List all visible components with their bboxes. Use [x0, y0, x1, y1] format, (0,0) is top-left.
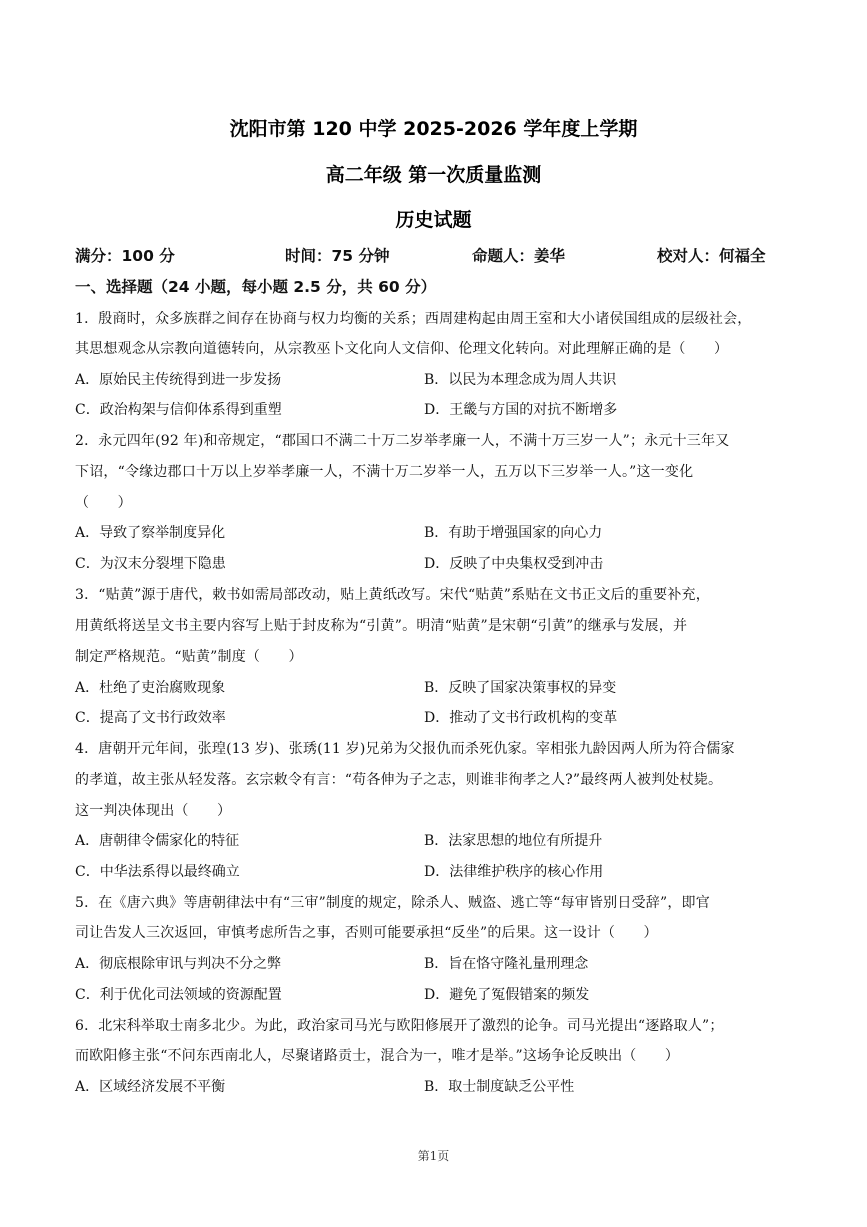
question-6-option-a: A．区域经济发展不平衡	[75, 1079, 226, 1095]
question-2-line-2: 下诏，“令缘边郡口十万以上岁举孝廉一人，不满十万二岁举一人，五万以下三岁举一人。”这一变化	[75, 464, 694, 480]
question-3-option-b: B．反映了国家决策事权的异变	[424, 680, 617, 696]
school-title: 沈阳市第 120 中学 2025-2026 学年度上学期	[229, 118, 638, 140]
proofreader: 校对人：何福全	[657, 247, 766, 265]
question-1-option-a: A．原始民主传统得到进一步发扬	[75, 372, 282, 388]
question-2-option-b: B．有助于增强国家的向心力	[424, 525, 603, 541]
question-5-option-c: C．利于优化司法领域的资源配置	[75, 987, 282, 1003]
question-5-option-d: D．避免了冤假错案的频发	[424, 987, 590, 1003]
question-3-option-a: A．杜绝了吏治腐败现象	[75, 680, 226, 696]
question-4-line-2: 的孝道，故主张从轻发落。玄宗敕令有言：“苟各伸为子之志，则谁非徇孝之人?”最终两人被判处杖毙。	[75, 772, 723, 788]
question-3-option-c: C．提高了文书行政效率	[75, 710, 226, 726]
question-3-line-1: 3．“贴黄”源于唐代，敕书如需局部改动，贴上黄纸改写。宋代“贴黄”系贴在文书正文后的重要补充，	[75, 587, 710, 603]
question-4-option-a: A．唐朝律令儒家化的特征	[75, 833, 240, 849]
question-3-line-2: 用黄纸将送呈文书主要内容写上贴于封皮称为“引黄”。明清“贴黄”是宋朝“引黄”的继承与发展，并	[75, 618, 688, 634]
question-4-line-1: 4．唐朝开元年间，张瑝(13 岁)、张琇(11 岁)兄弟为父报仇而杀死仇家。宰相张九龄因两人所为符合儒家	[75, 741, 735, 757]
question-2-line-1: 2．永元四年(92 年)和帝规定，“郡国口不满二十万二岁举孝廉一人，不满十万三岁一人”；永元十三年又	[75, 433, 730, 449]
exam-title: 高二年级 第一次质量监测	[325, 164, 542, 186]
author: 命题人：姜华	[472, 247, 566, 265]
question-3-option-d: D．推动了文书行政机构的变革	[424, 710, 618, 726]
page-number: 第1页	[417, 1149, 450, 1163]
full-score: 满分：100 分	[75, 247, 175, 265]
question-5-option-b: B．旨在恪守隆礼量刑理念	[424, 956, 589, 972]
question-4-option-b: B．法家思想的地位有所提升	[424, 833, 603, 849]
question-4-option-c: C．中华法系得以最终确立	[75, 864, 240, 880]
question-2-option-a: A．导致了察举制度异化	[75, 525, 226, 541]
exam-time: 时间：75 分钟	[285, 247, 390, 265]
question-6-line-2: 而欧阳修主张“不问东西南北人，尽聚诸路贡士，混合为一，唯才是举。”这场争论反映出（ ）	[75, 1048, 680, 1064]
question-1-line-1: 1．殷商时，众多族群之间存在协商与权力均衡的关系；西周建构起由周王室和大小诸侯国组成的层级社会，	[75, 311, 752, 327]
question-2-option-d: D．反映了中央集权受到冲击	[424, 556, 604, 572]
question-5-line-2: 司让告发人三次返回，审慎考虑所告之事，否则可能要承担“反坐”的后果。这一设计（ ）	[75, 925, 658, 941]
subject-title: 历史试题	[395, 209, 472, 231]
question-1-line-2: 其思想观念从宗教向道德转向，从宗教巫卜文化向人文信仰、伦理文化转向。对此理解正确的是（ ）	[75, 341, 729, 357]
question-6-line-1: 6．北宋科举取士南多北少。为此，政治家司马光与欧阳修展开了激烈的论争。司马光提出“逐路取人”；	[75, 1018, 724, 1034]
question-2-line-3: （ ）	[75, 495, 132, 511]
question-4-option-d: D．法律维护秩序的核心作用	[424, 864, 604, 880]
question-5-option-a: A．彻底根除审讯与判决不分之弊	[75, 956, 282, 972]
section-title: 一、选择题（24 小题，每小题 2.5 分，共 60 分）	[75, 278, 437, 296]
question-3-line-3: 制定严格规范。“贴黄”制度（ ）	[75, 649, 303, 665]
question-5-line-1: 5．在《唐六典》等唐朝律法中有“三审”制度的规定，除杀人、贼盗、逃亡等“每审皆别日受辞”，即官	[75, 895, 710, 911]
exam-meta	[75, 244, 795, 266]
question-1-option-b: B．以民为本理念成为周人共识	[424, 372, 617, 388]
question-1-option-c: C．政治构架与信仰体系得到重塑	[75, 402, 282, 418]
question-6-option-b: B．取士制度缺乏公平性	[424, 1079, 575, 1095]
question-4-line-3: 这一判决体现出（ ）	[75, 803, 232, 819]
question-1-option-d: D．王畿与方国的对抗不断增多	[424, 402, 618, 418]
question-2-option-c: C．为汉末分裂埋下隐患	[75, 556, 226, 572]
